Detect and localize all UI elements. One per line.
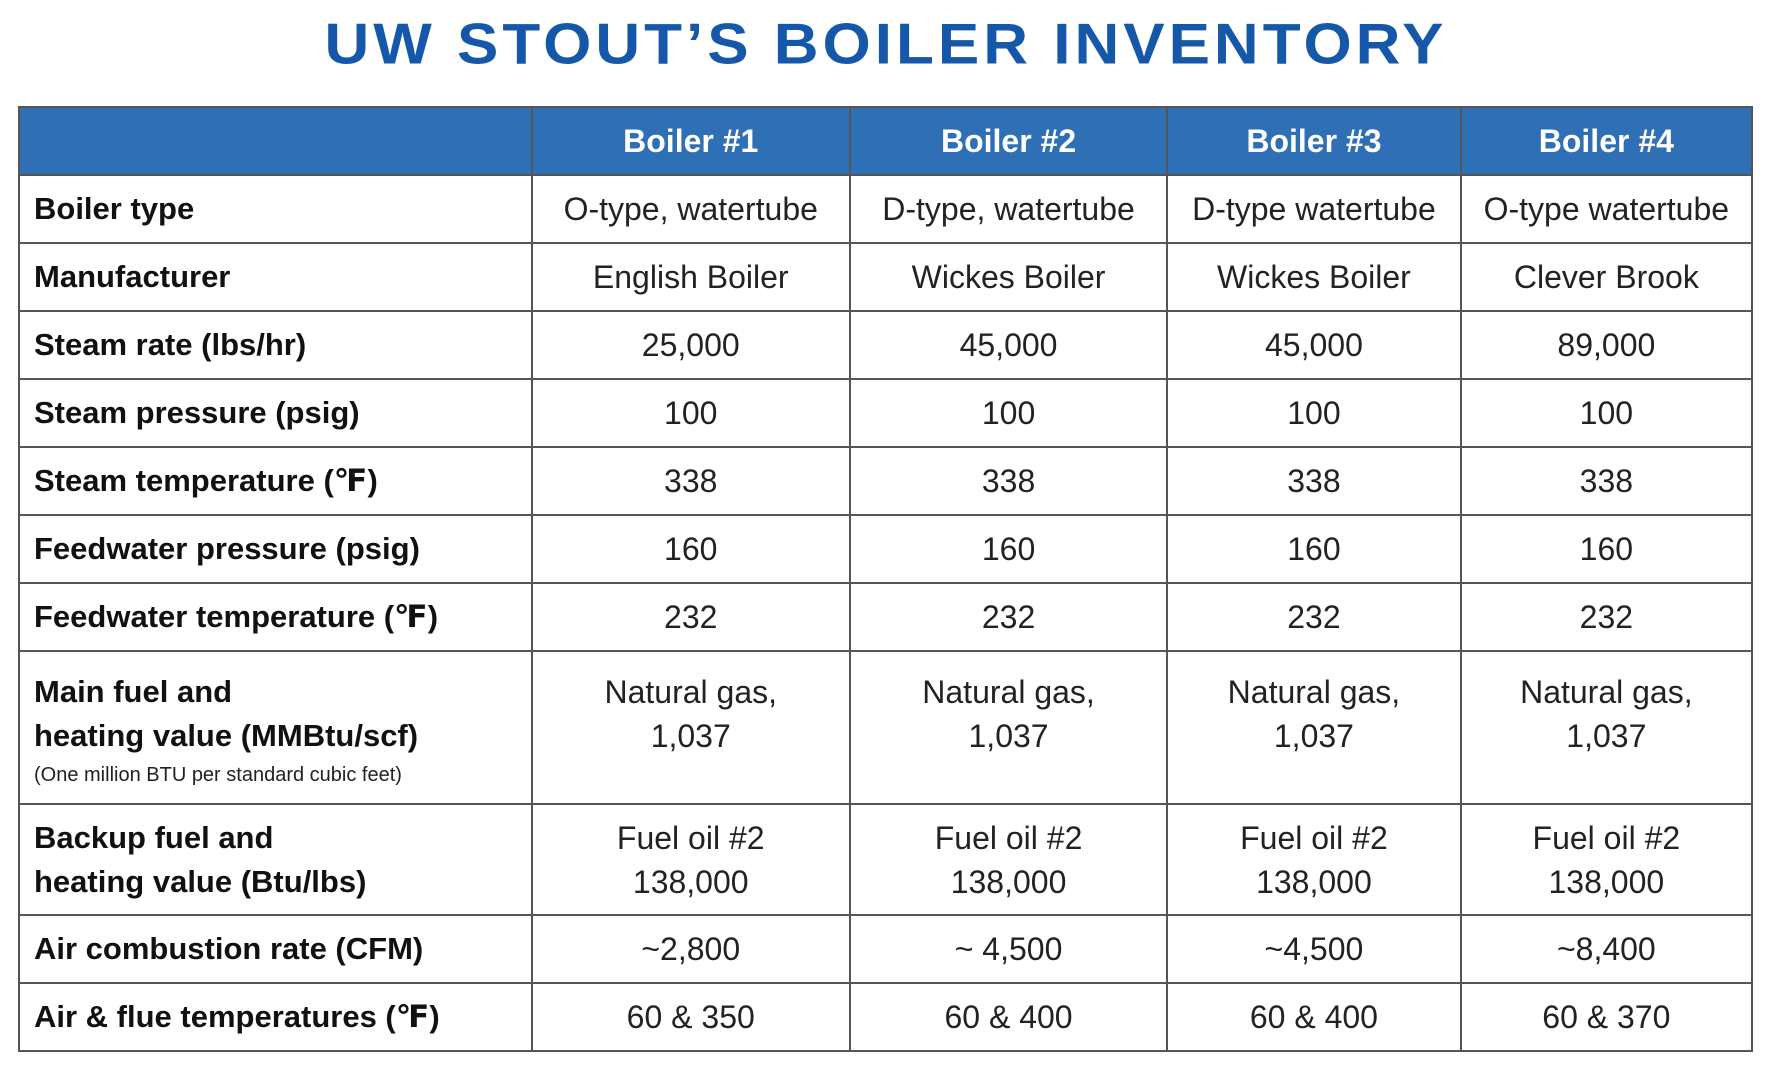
table-cell	[850, 651, 1167, 804]
table-cell: ~2,800	[532, 915, 850, 983]
table-row	[19, 983, 1752, 1051]
table-cell: Wickes Boiler	[1167, 243, 1461, 311]
cell-line: Fuel oil #2	[1532, 819, 1681, 856]
header-row	[19, 107, 1752, 175]
table-cell: O-type, watertube	[532, 175, 850, 243]
table-cell: Wickes Boiler	[850, 243, 1167, 311]
table-cell: 338	[1461, 447, 1752, 515]
cell-line: Natural gas,	[1520, 674, 1693, 710]
table-cell	[532, 804, 850, 915]
row-label: Manufacturer	[19, 243, 532, 311]
table-cell: 160	[532, 515, 850, 583]
cell-line: 1,037	[1273, 718, 1354, 754]
row-label: Boiler type	[19, 175, 532, 243]
table-cell: 160	[1461, 515, 1752, 583]
table-cell	[1461, 651, 1752, 804]
table-cell: D-type watertube	[1167, 175, 1461, 243]
table-cell: O-type watertube	[1461, 175, 1752, 243]
cell-line: 138,000	[1548, 863, 1665, 900]
column-header-boiler-2: Boiler #2	[850, 107, 1167, 175]
table-row	[19, 311, 1752, 379]
column-header-boiler-3: Boiler #3	[1167, 107, 1461, 175]
row-label: Feedwater temperature (℉)	[19, 583, 532, 651]
cell-line: 138,000	[1256, 863, 1372, 900]
table-row	[19, 651, 1752, 804]
table-cell: 100	[850, 379, 1167, 447]
table-cell: 160	[850, 515, 1167, 583]
table-row	[19, 175, 1752, 243]
row-label: Air & flue temperatures (℉)	[19, 983, 532, 1051]
table-cell	[1167, 651, 1461, 804]
row-label	[19, 804, 532, 915]
row-label: Air combustion rate (CFM)	[19, 915, 532, 983]
row-label-note: (One million BTU per standard cubic feet)	[34, 764, 402, 786]
table-cell: 160	[1167, 515, 1461, 583]
cell-line: Fuel oil #2	[934, 819, 1083, 856]
cell-line: 1,037	[968, 718, 1049, 754]
table-cell: 232	[1461, 583, 1752, 651]
row-label: Steam rate (lbs/hr)	[19, 311, 532, 379]
table-cell: 338	[1167, 447, 1461, 515]
table-row	[19, 243, 1752, 311]
header-corner	[19, 107, 532, 175]
table-cell: English Boiler	[532, 243, 850, 311]
row-label-line: Main fuel and	[34, 674, 233, 709]
table-row	[19, 515, 1752, 583]
table-cell: 60 & 400	[1167, 983, 1461, 1051]
row-label	[19, 651, 532, 804]
table-cell: 89,000	[1461, 311, 1752, 379]
cell-line: 1,037	[1566, 718, 1647, 754]
row-label: Steam temperature (℉)	[19, 447, 532, 515]
cell-line: Fuel oil #2	[616, 819, 765, 856]
table-cell: ~8,400	[1461, 915, 1752, 983]
table-cell: 60 & 350	[532, 983, 850, 1051]
table-cell	[1167, 804, 1461, 915]
table-cell: D-type, watertube	[850, 175, 1167, 243]
cell-line: Fuel oil #2	[1240, 819, 1388, 856]
table-row	[19, 804, 1752, 915]
page-title: UW STOUT’S BOILER INVENTORY	[324, 12, 1448, 77]
table-cell: 100	[532, 379, 850, 447]
table-cell	[1461, 804, 1752, 915]
table-cell: 100	[1461, 379, 1752, 447]
table-cell: 100	[1167, 379, 1461, 447]
table-cell: ~4,500	[1167, 915, 1461, 983]
table-cell: 45,000	[1167, 311, 1461, 379]
table-row	[19, 447, 1752, 515]
table-row	[19, 915, 1752, 983]
table-cell: 45,000	[850, 311, 1167, 379]
table-row	[19, 379, 1752, 447]
table-cell: 232	[850, 583, 1167, 651]
column-header-boiler-1: Boiler #1	[532, 107, 850, 175]
table-cell: 232	[532, 583, 850, 651]
row-label: Feedwater pressure (psig)	[19, 515, 532, 583]
table-cell: 60 & 400	[850, 983, 1167, 1051]
table-cell	[532, 651, 850, 804]
cell-line: Natural gas,	[1227, 674, 1401, 710]
cell-line: 138,000	[950, 863, 1067, 900]
cell-line: Natural gas,	[604, 674, 777, 710]
table-cell	[850, 804, 1167, 915]
table-cell: 60 & 370	[1461, 983, 1752, 1051]
table-row	[19, 583, 1752, 651]
table-cell: 338	[532, 447, 850, 515]
column-header-boiler-4: Boiler #4	[1461, 107, 1752, 175]
row-label-line: Backup fuel and	[34, 819, 274, 855]
boiler-inventory-table	[18, 106, 1753, 1052]
row-label: Steam pressure (psig)	[19, 379, 532, 447]
table-cell: 338	[850, 447, 1167, 515]
cell-line: 138,000	[632, 863, 749, 900]
cell-line: 1,037	[650, 718, 731, 754]
row-label-line: heating value (Btu/lbs)	[34, 863, 367, 899]
table-cell: 232	[1167, 583, 1461, 651]
table-cell: ~ 4,500	[850, 915, 1167, 983]
table-cell: Clever Brook	[1461, 243, 1752, 311]
row-label-line: heating value (MMBtu/scf)	[34, 718, 419, 753]
cell-line: Natural gas,	[922, 674, 1095, 710]
table-cell: 25,000	[532, 311, 850, 379]
